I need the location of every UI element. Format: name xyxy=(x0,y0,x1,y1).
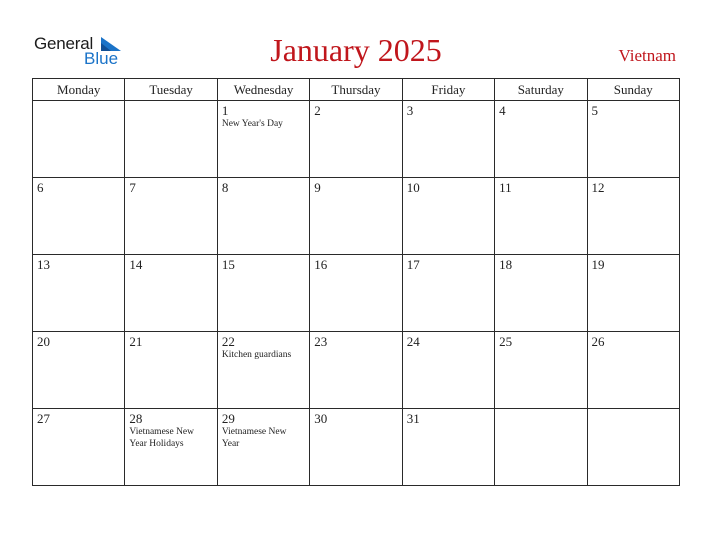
weekday-header-sunday: Sunday xyxy=(587,79,679,101)
week-row xyxy=(33,409,680,486)
day-cell-content xyxy=(495,178,586,195)
day-cell xyxy=(402,409,494,486)
day-number: 19 xyxy=(591,257,605,272)
day-cell-content xyxy=(403,409,494,426)
day-number: 30 xyxy=(314,411,328,426)
day-number: 26 xyxy=(591,334,605,349)
day-number: 10 xyxy=(406,180,420,195)
day-cell-content xyxy=(403,178,494,195)
day-cell xyxy=(125,332,217,409)
weekday-header-saturday: Saturday xyxy=(495,79,587,101)
day-cell-content xyxy=(495,101,586,118)
calendar-grid xyxy=(32,78,680,486)
day-cell-content xyxy=(218,255,309,272)
day-number: 17 xyxy=(406,257,420,272)
logo-text-general: General xyxy=(34,34,94,53)
day-cell xyxy=(587,178,679,255)
day-cell xyxy=(217,332,309,409)
logo-text-blue: Blue xyxy=(84,49,119,68)
day-cell-content xyxy=(403,255,494,272)
day-number: 27 xyxy=(37,411,50,426)
day-number: 28 xyxy=(129,411,143,426)
day-number: 25 xyxy=(499,334,513,349)
day-cell-content xyxy=(495,332,586,349)
day-number: 15 xyxy=(221,257,235,272)
day-number: 8 xyxy=(221,180,229,195)
day-number: 6 xyxy=(37,180,44,195)
calendar-title: January 2025 xyxy=(270,32,442,68)
day-number: 20 xyxy=(37,334,50,349)
day-cell xyxy=(495,178,587,255)
day-cell xyxy=(125,409,217,486)
day-cell xyxy=(495,332,587,409)
day-number: 12 xyxy=(591,180,605,195)
day-number: 23 xyxy=(314,334,328,349)
day-cell xyxy=(125,178,217,255)
day-cell xyxy=(402,101,494,178)
weekday-header-wednesday: Wednesday xyxy=(217,79,309,101)
day-cell xyxy=(587,332,679,409)
holiday-label: Vietnamese New Year xyxy=(221,427,287,449)
day-cell xyxy=(495,409,587,486)
weekday-header-row xyxy=(33,79,680,101)
day-cell-content xyxy=(33,332,124,349)
day-cell xyxy=(310,332,402,409)
day-cell-content xyxy=(310,101,401,118)
day-cell xyxy=(217,409,309,486)
day-number: 2 xyxy=(314,103,321,118)
day-cell xyxy=(402,332,494,409)
holiday-label: Vietnamese New Year Holidays xyxy=(129,427,195,449)
day-cell xyxy=(125,101,217,178)
day-cell-content xyxy=(218,332,309,361)
day-cell-content xyxy=(125,332,216,349)
day-cell xyxy=(587,101,679,178)
day-cell-content xyxy=(588,409,679,411)
day-number: 5 xyxy=(591,103,599,118)
day-number: 1 xyxy=(221,103,229,118)
calendar-body xyxy=(33,101,680,486)
day-cell-content xyxy=(33,255,124,272)
weekday-header-thursday: Thursday xyxy=(310,79,402,101)
day-cell-content xyxy=(125,409,216,450)
day-cell xyxy=(310,409,402,486)
day-number: 4 xyxy=(499,103,506,118)
day-number: 31 xyxy=(406,411,420,426)
day-cell xyxy=(402,178,494,255)
day-number: 3 xyxy=(406,103,414,118)
day-cell-content xyxy=(310,178,401,195)
day-number: 7 xyxy=(129,180,136,195)
day-cell-content xyxy=(310,409,401,426)
day-cell-content xyxy=(218,409,309,450)
day-cell-content xyxy=(495,255,586,272)
day-cell-content xyxy=(588,101,679,118)
day-cell-content xyxy=(310,332,401,349)
day-cell xyxy=(33,101,125,178)
day-cell-content xyxy=(33,101,124,103)
day-cell-content xyxy=(218,101,309,130)
holiday-label: New Year's Day xyxy=(221,119,283,129)
day-cell xyxy=(33,409,125,486)
day-cell-content xyxy=(33,409,124,426)
day-cell-content xyxy=(125,255,216,272)
day-number: 21 xyxy=(129,334,143,349)
day-cell-content xyxy=(588,332,679,349)
week-row xyxy=(33,178,680,255)
day-cell xyxy=(217,101,309,178)
weekday-header-monday: Monday xyxy=(33,79,125,101)
day-cell xyxy=(310,101,402,178)
day-cell xyxy=(217,255,309,332)
day-cell xyxy=(495,255,587,332)
day-number: 29 xyxy=(221,411,235,426)
day-cell-content xyxy=(403,332,494,349)
day-number: 11 xyxy=(499,180,512,195)
day-cell-content xyxy=(310,255,401,272)
day-number: 18 xyxy=(499,257,513,272)
day-cell-content xyxy=(125,178,216,195)
day-cell-content xyxy=(403,101,494,118)
day-cell xyxy=(495,101,587,178)
day-cell-content xyxy=(125,101,216,103)
day-cell-content xyxy=(33,178,124,195)
day-cell xyxy=(33,255,125,332)
country-label: Vietnam xyxy=(618,46,676,65)
day-number: 13 xyxy=(37,257,50,272)
day-cell xyxy=(217,178,309,255)
day-cell xyxy=(587,409,679,486)
holiday-label: Kitchen guardians xyxy=(221,350,292,360)
day-number: 22 xyxy=(221,334,235,349)
day-number: 14 xyxy=(129,257,143,272)
week-row xyxy=(33,332,680,409)
day-cell xyxy=(310,178,402,255)
day-cell xyxy=(125,255,217,332)
day-cell xyxy=(310,255,402,332)
day-cell-content xyxy=(588,178,679,195)
day-number: 24 xyxy=(406,334,420,349)
day-number: 16 xyxy=(314,257,328,272)
day-number: 9 xyxy=(314,180,321,195)
weekday-header-friday: Friday xyxy=(402,79,494,101)
day-cell xyxy=(402,255,494,332)
week-row xyxy=(33,101,680,178)
day-cell xyxy=(33,332,125,409)
day-cell-content xyxy=(218,178,309,195)
day-cell-content xyxy=(588,255,679,272)
weekday-header-tuesday: Tuesday xyxy=(125,79,217,101)
week-row xyxy=(33,255,680,332)
day-cell xyxy=(33,178,125,255)
day-cell xyxy=(587,255,679,332)
day-cell-content xyxy=(495,409,586,411)
